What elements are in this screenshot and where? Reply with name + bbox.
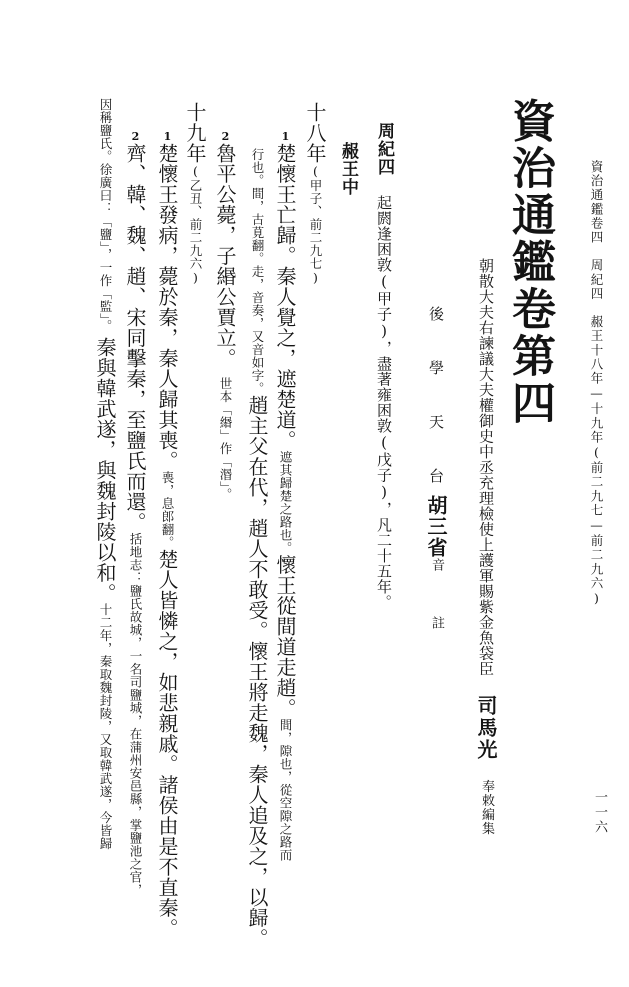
main-text: 趙主父在代，趙人不敢受。懷王將走魏，秦人追及之，以歸。	[245, 395, 269, 949]
annotator-credit	[422, 306, 451, 645]
main-text: 魯平公薨，子緡公賈立。	[213, 143, 237, 369]
paragraph-number: 2	[129, 130, 142, 143]
compiler-office: 朝散大夫右諫議大夫權御史中丞充理檢使上護軍賜紫金魚袋臣	[477, 258, 495, 677]
commentary-note: 喪，息郎翻。	[160, 471, 175, 549]
annotator-prefix: 後 學 天 台	[427, 306, 445, 495]
year-label: 十九年	[183, 102, 207, 164]
text-column	[125, 130, 145, 897]
paragraph-number: 1	[279, 130, 292, 143]
compiler-credit	[472, 258, 501, 836]
compiler-role: 奉敕編集	[479, 779, 494, 836]
commentary-note: 間，隙也，從空隙之路而	[278, 718, 293, 862]
chapter-range: 起閼逢困敦(甲子)，盡著雍困敦(戊子)，凡二十五年。	[375, 195, 393, 610]
commentary-note: 遮其歸楚之路也。	[278, 450, 293, 555]
chapter-title: 周紀四	[374, 122, 394, 176]
commentary-note: 十二年，秦取魏封陵，又取韓武遂，今皆歸	[98, 603, 113, 850]
page-number: 一一六	[592, 790, 607, 835]
commentary-note: 行也。間，古莧翻。走，音奏，又音如字。	[250, 148, 265, 395]
main-text: 楚人皆憐之，如悲親戚。諸侯由是不直秦。	[155, 549, 179, 939]
main-text: 懷王從間道走趙。	[273, 554, 297, 719]
chapter-heading	[372, 122, 397, 610]
commentary-note: 括地志：鹽氏故城，一名司鹽城，在蒲州安邑縣，掌鹽池之官，	[128, 532, 143, 897]
commentary-note: 世本「緡」作「湣」。	[218, 376, 233, 501]
annotator-role: 音 註	[429, 558, 444, 645]
running-header: 資治通鑑卷四 周紀四 赧王十八年—十九年(前二九七—前二九六)	[589, 160, 604, 608]
main-text: 秦與韓武遂，與魏封陵以和。	[93, 336, 117, 603]
compiler-name: 司馬光	[474, 695, 498, 761]
paragraph-number: 1	[161, 130, 174, 143]
year-label: 十八年	[303, 102, 327, 164]
main-text: 楚懷王亡歸。秦人覺之，遮楚道。	[273, 143, 297, 451]
paragraph-number: 2	[219, 130, 232, 143]
year-heading	[185, 102, 205, 286]
year-note: (甲子、前二九七)	[308, 163, 323, 286]
commentary-note: 因稱鹽氏。徐廣曰：「鹽」，一作「監」。	[98, 98, 113, 333]
reign-heading: 赧王中	[338, 142, 358, 196]
text-column	[247, 148, 267, 949]
year-heading	[305, 102, 325, 286]
text-column	[275, 130, 295, 862]
year-note: (乙丑、前二九六)	[188, 163, 203, 286]
main-text: 楚懷王發病，薨於秦，秦人歸其喪。	[155, 143, 179, 471]
text-column	[215, 130, 235, 500]
text-column	[157, 130, 177, 939]
volume-title: 資治通鑑卷第四	[504, 98, 555, 427]
text-column	[95, 98, 115, 850]
annotator-name: 胡三省	[424, 495, 448, 558]
main-text: 齊、韓、魏、趙、宋同擊秦，至鹽氏而還。	[123, 143, 147, 533]
